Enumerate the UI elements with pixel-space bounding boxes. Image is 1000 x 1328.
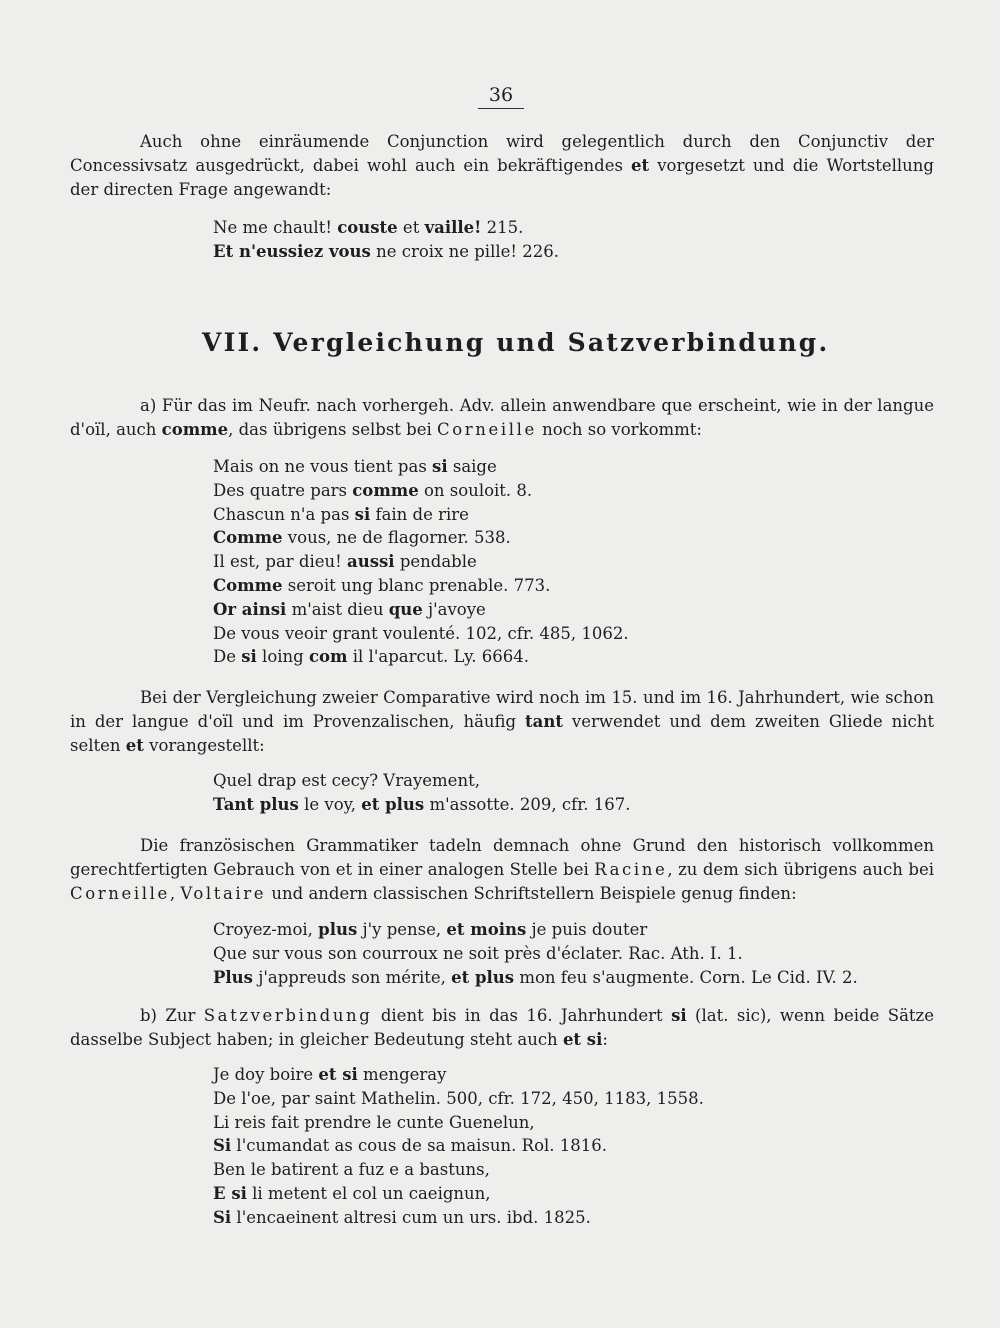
author-name: Racine — [594, 860, 668, 879]
bold-term: comme — [161, 420, 229, 439]
verse-line: De vous veoir grant voulenté. 102, cfr. 485, 1062. — [213, 623, 629, 643]
verse-block-2 — [213, 455, 953, 669]
spaced-term: Satzverbindung — [203, 1006, 373, 1025]
text-run: , zu dem sich übrigens auch bei — [667, 860, 934, 879]
verse-line: Mais on ne vous tient pas si saige — [213, 457, 497, 476]
verse-block-4 — [213, 918, 953, 989]
verse-line: Que sur vous son courroux ne soit près d'éclater. Rac. Ath. I. 1. — [213, 943, 743, 963]
author-name: Corneille — [70, 884, 170, 903]
author-name: Corneille — [437, 420, 537, 439]
text-run: verwendet und dem zweiten Gliede nicht selten — [70, 712, 934, 755]
text-run: a) Für das im Neufr. nach vorhergeh. Adv. allein anwendbare que erscheint, wie in der langue d'oïl, auch — [70, 396, 934, 439]
bold-term: tant — [525, 712, 563, 731]
verse-line: Si l'cumandat as cous de sa maisun. Rol. 1816. — [213, 1136, 608, 1156]
verse-line: Comme vous, ne de flagorner. 538. — [213, 528, 511, 548]
paragraph-grammarians — [70, 834, 934, 906]
verse-block-5 — [213, 1063, 953, 1230]
verse-line: Tant plus le voy, et plus m'assotte. 209, cfr. 167. — [213, 794, 631, 814]
verse-line: Or ainsi m'aist dieu que j'avoye — [213, 599, 486, 619]
verse-line: Croyez-moi, plus j'y pense, et moins je puis douter — [213, 920, 648, 939]
text-run: , — [169, 884, 181, 903]
text-run: vorangestellt: — [143, 736, 265, 755]
text-run: vorgesetzt und die Wortstellung der directen Frage angewandt: — [70, 156, 934, 199]
page-number: 36 — [478, 84, 524, 109]
verse-line: Des quatre pars comme on souloit. 8. — [213, 480, 533, 500]
verse-line: Quel drap est cecy? Vrayement, — [213, 771, 480, 790]
paragraph-sentence-connection — [70, 1004, 934, 1052]
paragraph-comparatives — [70, 686, 934, 758]
verse-line: Si l'encaeinent altresi cum un urs. ibd. 1825. — [213, 1207, 591, 1227]
text-run: Auch ohne einräumende Conjunction wird gelegentlich durch den Conjunctiv der Concessivsatz ausgedrückt, dabei wohl auch ein bekräftigendes — [70, 132, 934, 175]
text-run: (lat. sic), wenn beide Sätze dasselbe Subject haben; in gleicher Bedeutung steht auch — [70, 1006, 934, 1049]
bold-term: et si — [562, 1030, 603, 1049]
text-run: b) Zur — [140, 1006, 204, 1025]
verse-block-1 — [213, 216, 953, 264]
paragraph-concessive — [70, 130, 934, 202]
verse-line: Ne me chault! couste et vaille! 215. — [213, 218, 524, 237]
bold-term: et — [631, 156, 650, 175]
verse-line: Il est, par dieu! aussi pendable — [213, 552, 477, 572]
bold-term: et — [125, 736, 144, 755]
verse-line: Je doy boire et si mengeray — [213, 1065, 447, 1084]
verse-line: Chascun n'a pas si fain de rire — [213, 504, 469, 524]
text-run: Bei der Vergleichung zweier Comparative wird noch im 15. und im 16. Jahrhundert, wie schon in der langue d'oïl und im Provenzalischen, häufig — [70, 688, 934, 731]
bold-term: si — [671, 1006, 687, 1025]
text-run: noch so vorkommt: — [536, 420, 702, 439]
verse-line: De l'oe, par saint Mathelin. 500, cfr. 172, 450, 1183, 1558. — [213, 1088, 704, 1108]
author-name: Voltaire — [180, 884, 267, 903]
text-run: , das übrigens selbst bei — [228, 420, 438, 439]
verse-block-3 — [213, 769, 953, 817]
text-run: und andern classischen Schriftstellern Beispiele genug finden: — [266, 884, 797, 903]
text-run: dient bis in das 16. Jahrhundert — [372, 1006, 672, 1025]
text-run: : — [602, 1030, 608, 1049]
verse-line: Li reis fait prendre le cunte Guenelun, — [213, 1112, 535, 1132]
verse-line: Plus j'appreuds son mérite, et plus mon feu s'augmente. Corn. Le Cid. IV. 2. — [213, 967, 858, 987]
verse-line: Ben le batirent a fuz e a bastuns, — [213, 1160, 490, 1180]
verse-line: Comme seroit ung blanc prenable. 773. — [213, 575, 551, 595]
verse-line: Et n'eussiez vous ne croix ne pille! 226. — [213, 241, 560, 261]
paragraph-comparison-a — [70, 394, 934, 442]
text-run: Die französischen Grammatiker tadeln demnach ohne Grund den historisch vollkommen gerechtfertigten Gebrauch von et in einer analogen Stelle bei — [70, 836, 934, 879]
verse-line: E si li metent el col un caeignun, — [213, 1183, 491, 1203]
verse-line: De si loing com il l'aparcut. Ly. 6664. — [213, 647, 529, 667]
section-heading: VII. Vergleichung und Satzverbindung. — [202, 328, 830, 357]
